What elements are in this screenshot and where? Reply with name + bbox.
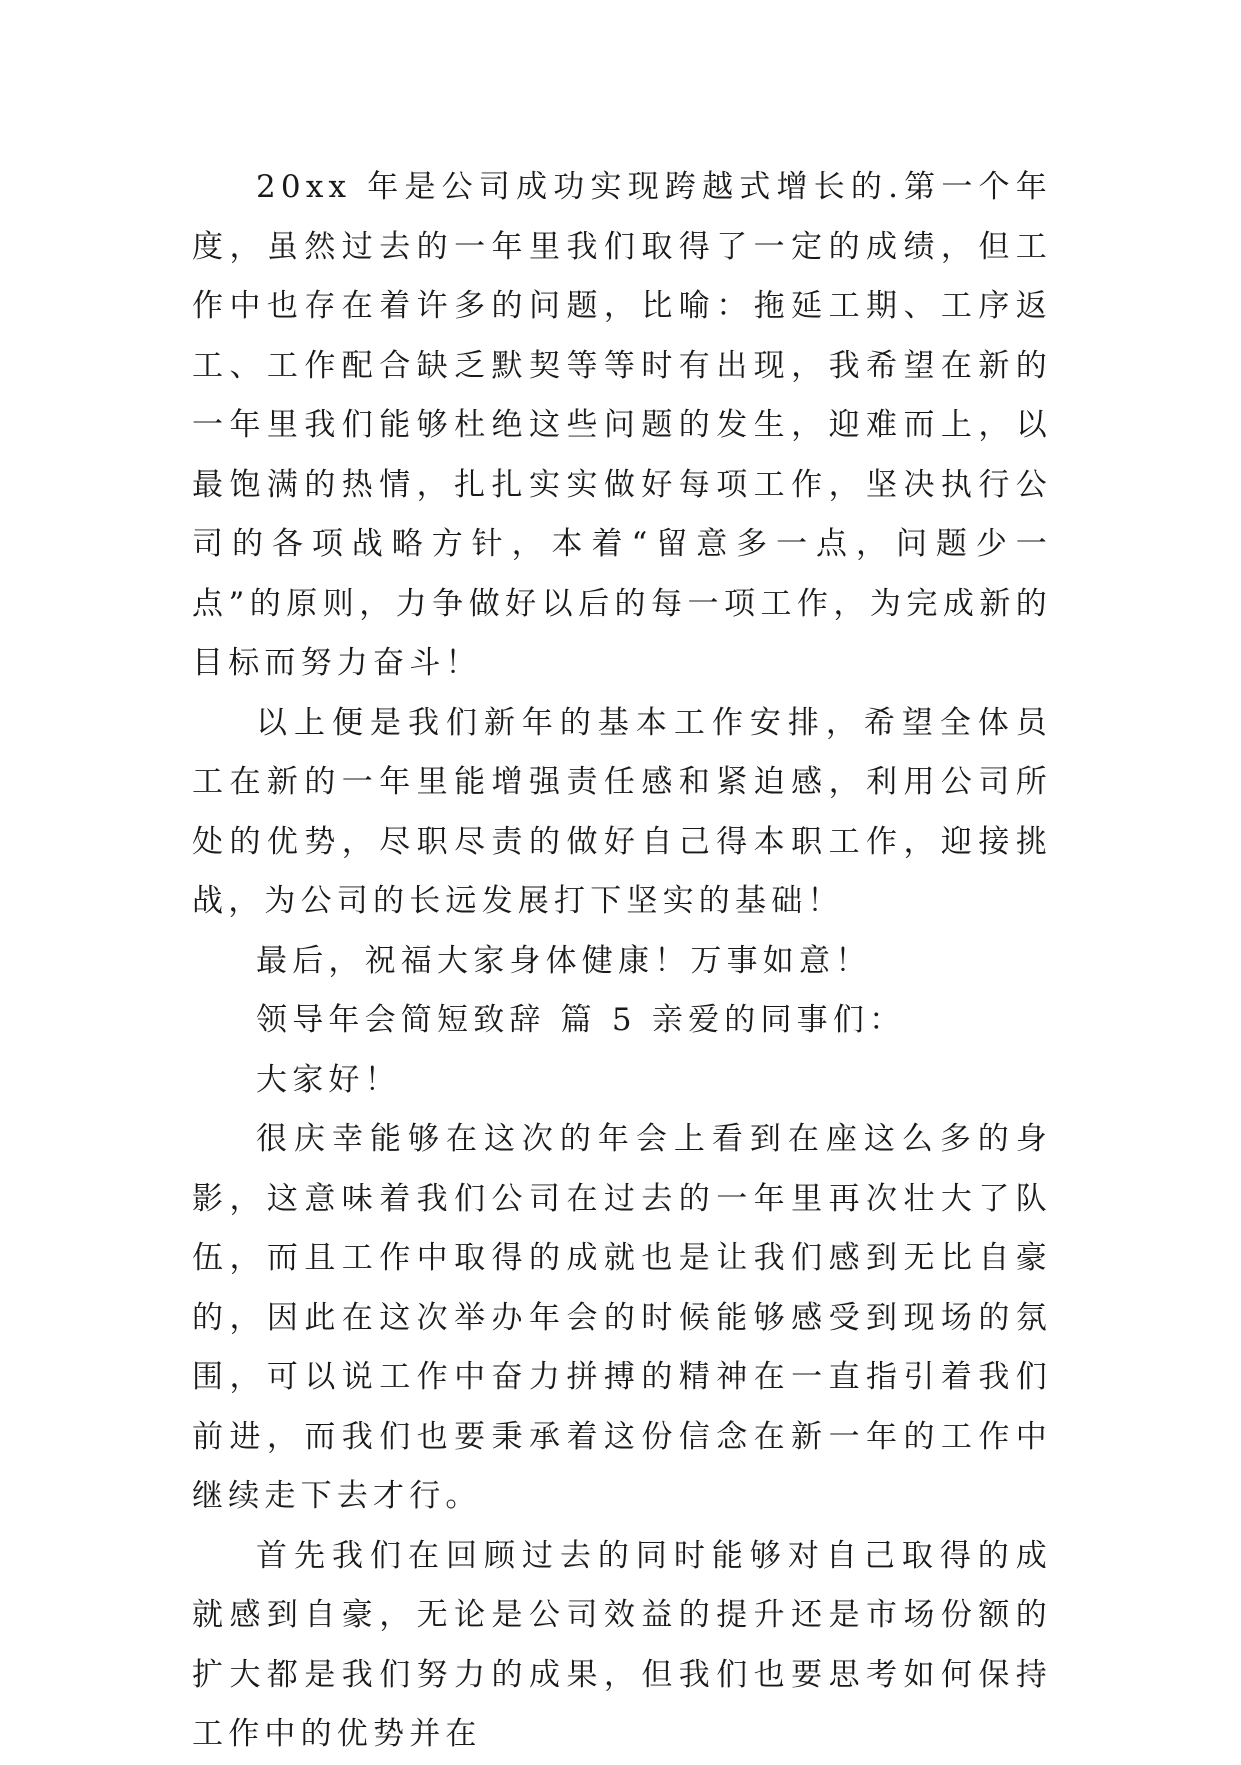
paragraph-speech-heading: 领导年会简短致辞 篇 5 亲爱的同事们：: [256, 1002, 906, 1038]
document-body: [192, 158, 1052, 1765]
paragraph-review-past: 首先我们在回顾过去的同时能够对自己取得的成就感到自豪，无论是公司效益的提升还是市场份额的扩大都是我们努力的成果，但我们也要思考如何保持工作中的优势并在: [192, 1537, 1052, 1752]
paragraph-annual-meeting: 很庆幸能够在这次的年会上看到在座这么多的身影，这意味着我们公司在过去的一年里再次壮大了队伍，而且工作中取得的成就也是让我们感到无比自豪的，因此在这次举办年会的时候能够感受到现场的氛围，可以说工作中奋力拼搏的精神在一直指引着我们前进，而我们也要秉承着这份信念在新一年的工作中继续走下去才行。: [192, 1121, 1052, 1514]
paragraph-work-arrangement: 以上便是我们新年的基本工作安排，希望全体员工在新的一年里能增强责任感和紧迫感，利用公司所处的优势，尽职尽责的做好自己得本职工作，迎接挑战，为公司的长远发展打下坚实的基础！: [192, 704, 1052, 919]
paragraph-summary-goals: 20xx 年是公司成功实现跨越式增长的.第一个年度，虽然过去的一年里我们取得了一定的成绩，但工作中也存在着许多的问题，比喻：拖延工期、工序返工、工作配合缺乏默契等等时有出现，我希望在新的一年里我们能够杜绝这些问题的发生，迎难而上，以最饱满的热情，扎扎实实做好每项工作，坚决执行公司的各项战略方针，本着“留意多一点，问题少一点”的原则，力争做好以后的每一项工作，为完成新的目标而努力奋斗！: [192, 169, 1052, 681]
paragraph-greeting: 大家好！: [256, 1061, 401, 1098]
paragraph-closing-wishes: 最后，祝福大家身体健康！万事如意！: [256, 942, 872, 979]
